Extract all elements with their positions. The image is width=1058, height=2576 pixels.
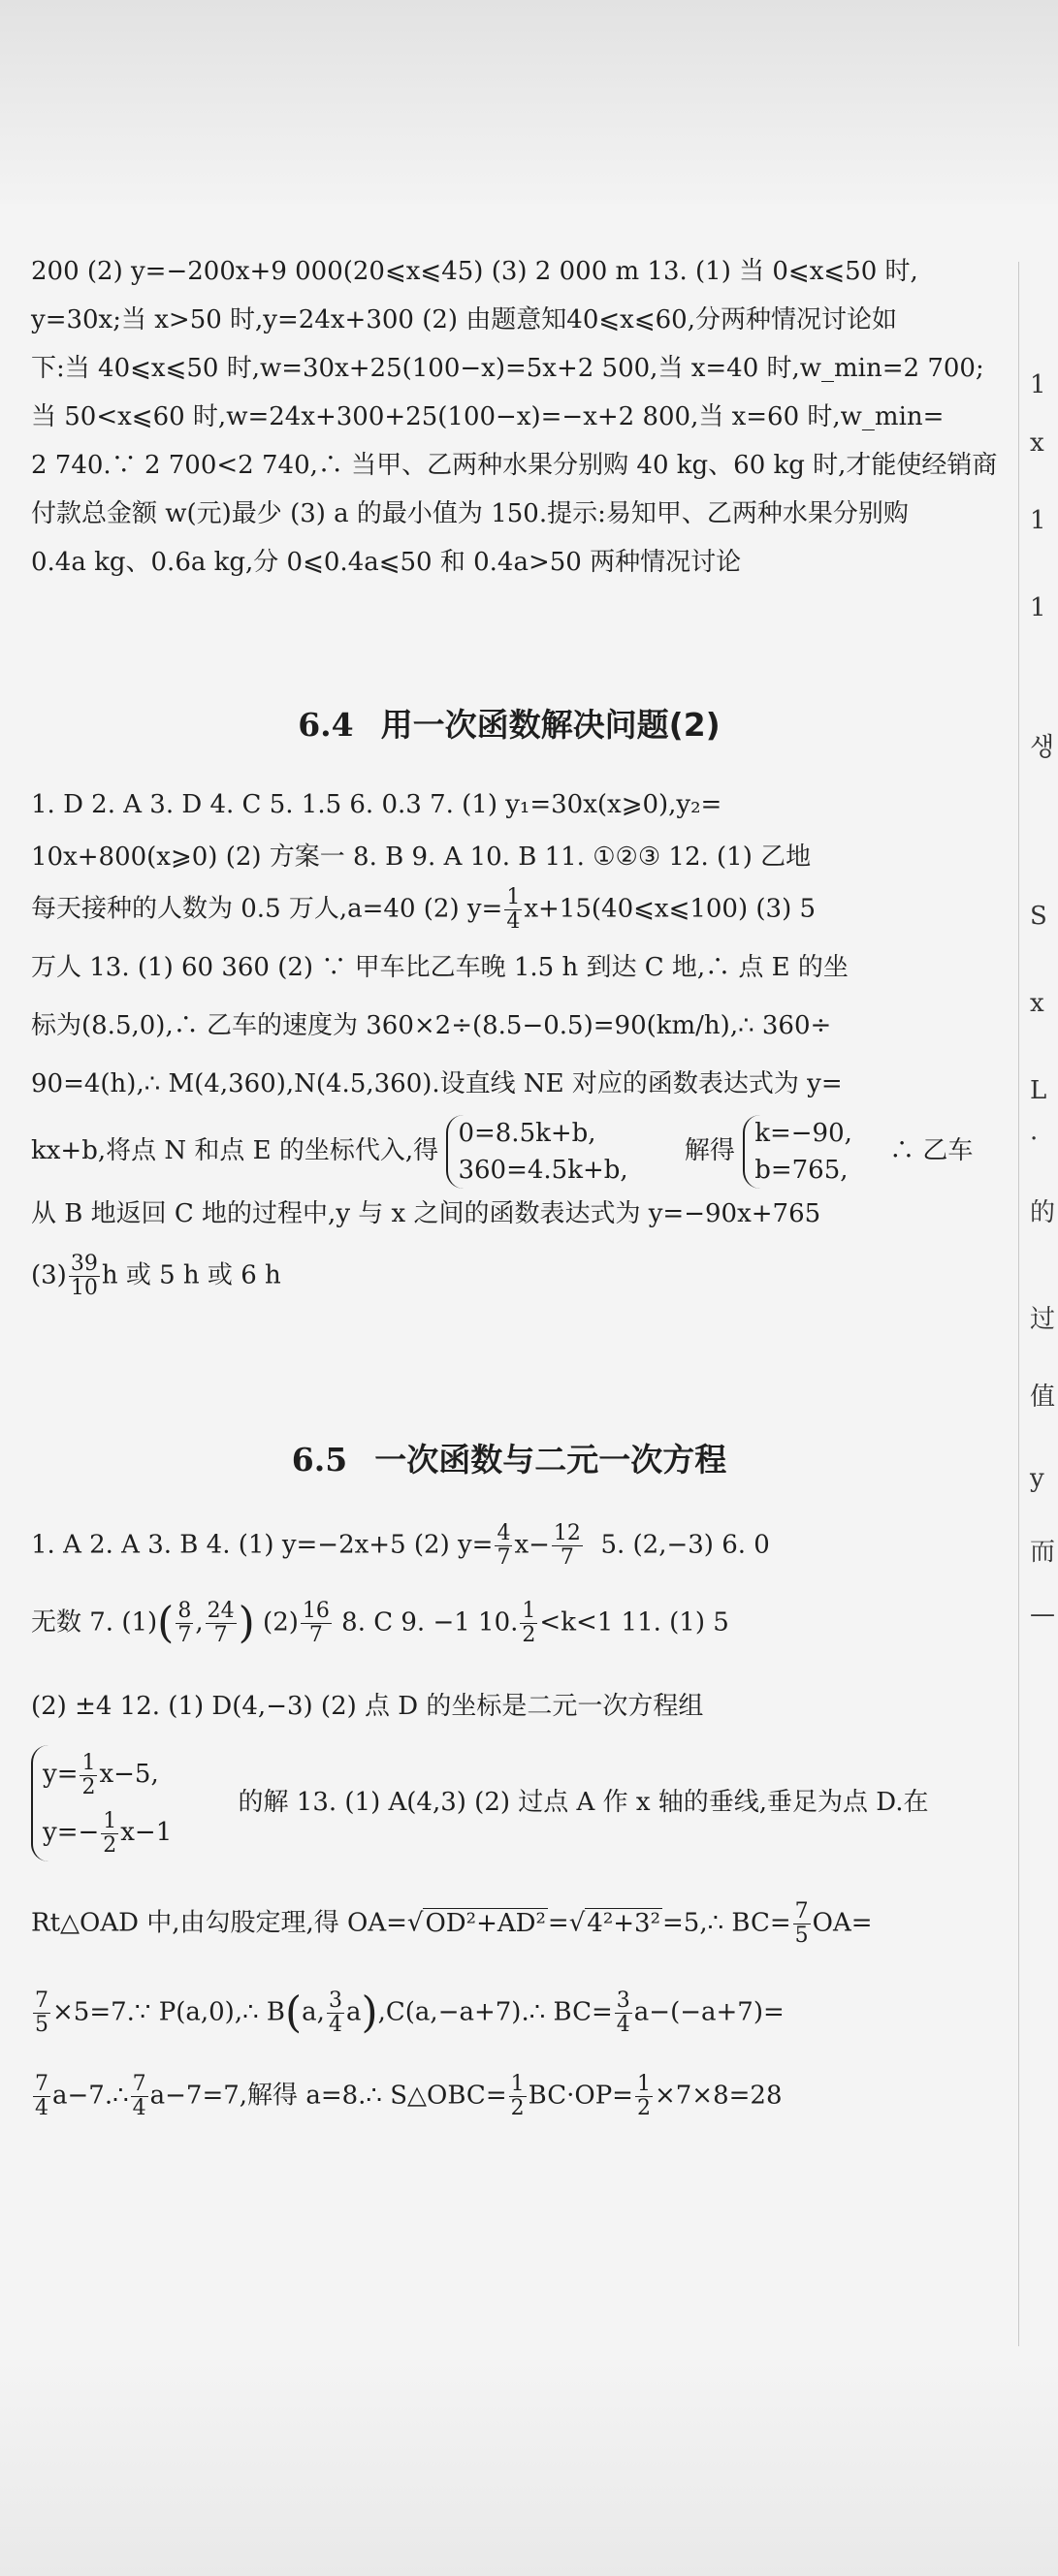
text-fragment: BC·OP= [528, 2081, 633, 2111]
text-fragment: 无数 7. (1) [31, 1607, 158, 1638]
text-fragment: (3) [31, 1260, 67, 1290]
paren: ) [238, 1598, 255, 1648]
denominator: 4 [328, 2013, 342, 2037]
sec1-line-7: 0.4a kg、0.6a kg,分 0⩽0.4a⩽50 和 0.4a>50 两种情况讨论 [31, 548, 742, 577]
denominator: 10 [70, 1276, 98, 1300]
numerator: 7 [794, 1899, 809, 1924]
fraction [69, 1253, 100, 1300]
section-title: 一次函数与二元一次方程 [374, 1441, 727, 1479]
denominator: 7 [497, 1545, 511, 1570]
denominator: 5 [35, 2013, 48, 2037]
text-fragment: a, [302, 1997, 325, 2027]
right-edge-fragment: 1 [1030, 593, 1046, 622]
sec2-line-7 [31, 1115, 1010, 1189]
text-fragment: h 或 5 h 或 6 h [101, 1260, 281, 1290]
right-edge-fragment: 过 [1030, 1305, 1056, 1334]
fraction [33, 2073, 50, 2120]
sec2-line-4: 万人 13. (1) 60 360 (2) ∵ 甲车比乙车晚 1.5 h 到达 C 地,∴ 点 E 的坐 [31, 953, 849, 982]
numerator: 1 [636, 2072, 651, 2096]
equation: 360=4.5k+b, [458, 1156, 628, 1185]
text-fragment: Rt△OAD 中,由勾股定理,得 OA= [31, 1908, 407, 1938]
sec2-line-2: 10x+800(x⩾0) (2) 方案一 8. B 9. A 10. B 11. ①②③ 12. (1) 乙地 [31, 843, 812, 872]
text-fragment: x+15(40⩽x⩽100) (3) 5 [524, 894, 817, 924]
section-number: 6.5 [291, 1441, 348, 1479]
denominator: 7 [177, 1623, 192, 1647]
equation [43, 1745, 172, 1803]
denominator: 7 [560, 1545, 574, 1570]
text-fragment: x− [514, 1530, 550, 1560]
numerator: 4 [497, 1521, 511, 1545]
right-edge-fragment: 1 [1030, 506, 1046, 535]
numerator: 1 [81, 1750, 96, 1775]
equation: k=−90, [754, 1119, 852, 1148]
right-edge-fragment: 值 [1030, 1383, 1056, 1412]
numerator: 7 [132, 2072, 146, 2096]
right-edge-fragment: 的 [1030, 1198, 1056, 1227]
section-number: 6.4 [298, 706, 354, 744]
fraction [552, 1522, 583, 1570]
text-fragment: 每天接种的人数为 0.5 万人,a=40 (2) y= [31, 894, 503, 924]
sec3-line-3: (2) ±4 12. (1) D(4,−3) (2) 点 D 的坐标是二元一次方程组 [31, 1692, 704, 1721]
text-fragment: y=− [43, 1818, 100, 1847]
text-fragment: a−7.∴ [52, 2081, 129, 2111]
fraction [615, 1989, 632, 2037]
paren: ( [285, 1988, 303, 2038]
sec3-line-2: 无数 7. (1)( $\frac{8}{7}$ , $\frac{24}{7}$ ) (2) $\frac{16}{7}$ 8. C 9. −1 10. $\frac{1}{2}$ <k<1 11. (1) 5 [31, 1598, 729, 1648]
sec1-line-1: 200 (2) y=−200x+9 000(20⩽x⩽45) (3) 2 000 m 13. (1) 当 0⩽x⩽50 时, [31, 257, 918, 286]
right-edge-fragment: · [1030, 1125, 1039, 1154]
numerator: 1 [103, 1808, 117, 1833]
text-fragment: ,C(a,−a+7).∴ BC= [377, 1997, 613, 2027]
text-fragment: 5. (2,−3) 6. 0 [600, 1530, 770, 1560]
text-fragment: a−7=7,解得 a=8.∴ S△OBC= [149, 2081, 507, 2111]
sec2-line-1: 1. D 2. A 3. D 4. C 5. 1.5 6. 0.3 7. (1) y₁=30x(x⩾0),y₂= [31, 790, 722, 819]
denominator: 2 [636, 2096, 651, 2120]
solution-system [743, 1115, 852, 1189]
numerator: 16 [302, 1599, 330, 1623]
equation: b=765, [754, 1156, 849, 1185]
equation [43, 1803, 172, 1861]
numerator: 1 [510, 2072, 525, 2096]
sec2-line-8: 从 B 地返回 C 地的过程中,y 与 x 之间的函数表达式为 y=−90x+765 [31, 1199, 821, 1228]
sec2-line-3 [31, 886, 1010, 934]
numerator: 39 [70, 1252, 98, 1276]
sec1-line-3: 下:当 40⩽x⩽50 时,w=30x+25(100−x)=5x+2 500,当 x=40 时,w_min=2 700; [31, 354, 984, 383]
section-heading-6-5 [0, 1435, 1018, 1480]
right-edge-fragment: L [1030, 1076, 1047, 1105]
section-heading-6-4 [0, 700, 1018, 746]
equation-system [446, 1115, 627, 1189]
right-edge-fragment: y [1030, 1464, 1044, 1493]
sec3-line-5: Rt△OAD 中,由勾股定理,得 OA=√OD²+AD²=√4²+3²=5,∴ BC= $\frac{7}{5}$ OA= [31, 1899, 873, 1948]
sec1-line-2: y=30x;当 x>50 时,y=24x+300 (2) 由题意知40⩽x⩽60,分两种情况讨论如 [31, 305, 897, 334]
denominator: 7 [213, 1623, 228, 1647]
numerator: 1 [506, 885, 521, 909]
sec1-line-6: 付款总金额 w(元)最少 (3) a 的最小值为 150.提示:易知甲、乙两种水果分别购 [31, 499, 909, 528]
sec2-line-5: 标为(8.5,0),∴ 乙车的速度为 360×2÷(8.5−0.5)=90(km/h),∴ 360÷ [31, 1011, 832, 1040]
fraction [509, 2073, 527, 2120]
denominator: 4 [616, 2013, 630, 2037]
fraction [504, 886, 522, 934]
numerator: 8 [177, 1599, 192, 1623]
paren: ( [157, 1598, 175, 1648]
fraction [101, 1810, 118, 1858]
fraction [301, 1600, 332, 1647]
denominator: 2 [522, 1623, 536, 1647]
fraction [33, 1989, 50, 2037]
right-edge-fragment: — [1030, 1600, 1055, 1629]
text-fragment: ×5=7.∵ P(a,0),∴ B [52, 1997, 285, 2027]
fraction [131, 2073, 148, 2120]
text-fragment: x−1 [120, 1818, 173, 1847]
text-fragment: 解得 [684, 1136, 735, 1165]
fraction [793, 1900, 811, 1948]
text-fragment: a−(−a+7)= [633, 1997, 785, 2027]
right-edge-fragment: x [1030, 429, 1044, 458]
sqrt-expression: OD²+AD² [425, 1908, 546, 1938]
fraction [520, 1600, 537, 1647]
text-fragment: 8. C 9. −1 10. [341, 1607, 519, 1638]
numerator: 3 [616, 1988, 630, 2013]
numerator: 24 [207, 1599, 235, 1623]
text-fragment: ∴ 乙车 [889, 1136, 974, 1165]
sec1-line-5: 2 740.∵ 2 700<2 740,∴ 当甲、乙两种水果分别购 40 kg、60 kg 时,才能使经销商 [31, 451, 998, 480]
denominator: 2 [103, 1832, 117, 1858]
fraction [176, 1600, 193, 1647]
fraction [327, 1989, 344, 2037]
equation-system [31, 1745, 172, 1861]
numerator: 3 [328, 1988, 342, 2013]
fraction [206, 1600, 237, 1647]
sec2-line-9 [31, 1253, 1010, 1300]
fraction [635, 2073, 653, 2120]
denominator: 4 [506, 909, 521, 934]
equation: 0=8.5k+b, [458, 1119, 596, 1148]
text-fragment: (2) [263, 1607, 299, 1638]
right-edge-fragment: 생 [1030, 733, 1055, 762]
section-title: 用一次函数解决问题(2) [380, 706, 721, 744]
text-fragment: 1. A 2. A 3. B 4. (1) y=−2x+5 (2) y= [31, 1530, 494, 1560]
sec2-line-6: 90=4(h),∴ M(4,360),N(4.5,360).设直线 NE 对应的函数表达式为 y= [31, 1069, 843, 1098]
text-fragment: ×7×8=28 [654, 2081, 783, 2111]
right-edge-fragment: 而 [1030, 1538, 1056, 1567]
text-fragment: <k<1 11. (1) 5 [539, 1607, 729, 1638]
denominator: 2 [510, 2096, 525, 2120]
denominator: 2 [81, 1774, 96, 1799]
right-edge-fragment: S [1030, 902, 1047, 931]
sec3-line-7 [31, 2073, 1010, 2120]
text-fragment: OA= [812, 1908, 873, 1938]
fraction [80, 1752, 97, 1799]
denominator: 4 [35, 2096, 48, 2120]
text-fragment: 的解 13. (1) A(4,3) (2) 过点 A 作 x 轴的垂线,垂足为点 D.在 [238, 1788, 929, 1817]
text-fragment: x−5, [99, 1760, 159, 1789]
denominator: 5 [794, 1924, 809, 1948]
text-fragment: a [345, 1997, 362, 2027]
sec3-line-6 [31, 1989, 1010, 2037]
right-edge-fragment: x [1030, 989, 1044, 1018]
paren: ) [361, 1988, 378, 2038]
text-fragment: =5,∴ BC= [662, 1908, 791, 1938]
sec1-line-4: 当 50<x⩽60 时,w=24x+300+25(100−x)=−x+2 800,当 x=60 时,w_min= [31, 402, 945, 431]
numerator: 12 [553, 1521, 581, 1545]
sqrt-expression: 4²+3² [587, 1908, 660, 1938]
text-fragment: kx+b,将点 N 和点 E 的坐标代入,得 [31, 1136, 439, 1165]
text-fragment: = [547, 1908, 569, 1938]
fraction [495, 1522, 512, 1570]
denominator: 7 [308, 1623, 323, 1647]
denominator: 4 [132, 2096, 146, 2120]
sec3-line-1 [31, 1522, 1010, 1570]
right-edge-fragment: 1 [1030, 370, 1046, 399]
numerator: 7 [35, 2072, 48, 2096]
text-fragment: y= [43, 1760, 79, 1789]
sec3-line-4 [31, 1745, 1010, 1861]
numerator: 1 [522, 1599, 536, 1623]
numerator: 7 [35, 1988, 48, 2013]
